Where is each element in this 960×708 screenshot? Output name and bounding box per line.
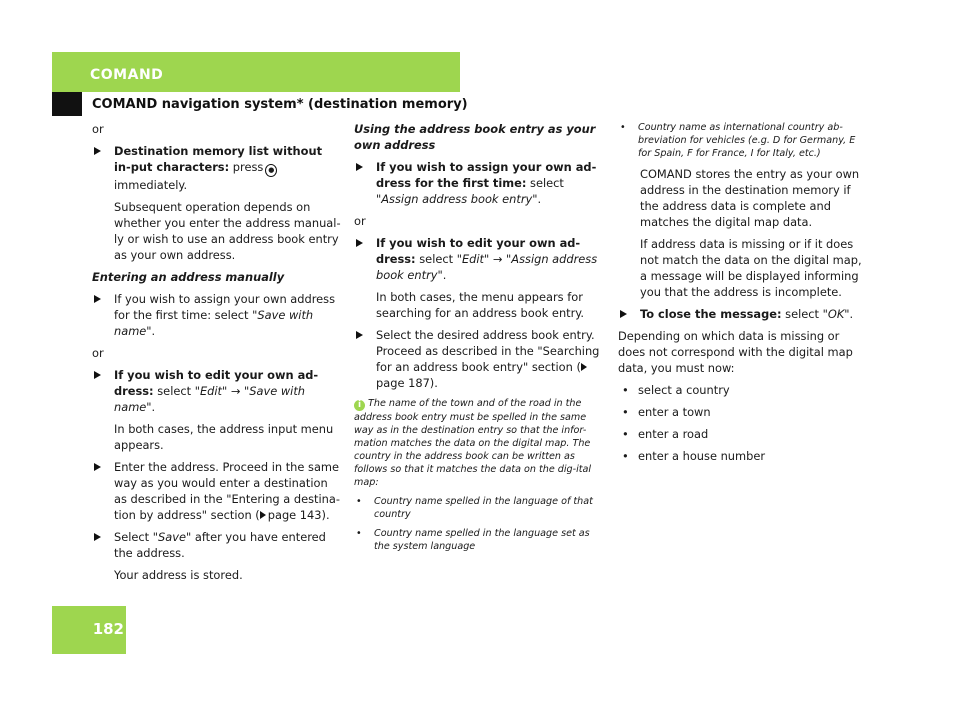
section-heading: Using the address book entry as your own address xyxy=(354,122,596,152)
menu-item-reference: "Save" xyxy=(152,530,192,544)
triangle-arrow-icon xyxy=(94,147,101,155)
step-label: If you wish to assign your own ad-dress for the first time: xyxy=(376,160,597,190)
rotary-push-knob-icon: ● xyxy=(265,164,277,177)
step-text: immediately. xyxy=(114,178,188,192)
note-bullet: • Country name as international country ab-breviation for vehicles (e.g. D for Germany, E for Spain, F for France, I for Italy, etc.) xyxy=(618,121,863,160)
section-title: COMAND xyxy=(90,67,164,83)
step-subtext: Subsequent operation depends on whether you enter the address manual-ly or wish to use an address book entry as your own address. xyxy=(114,200,341,262)
list-item: • enter a house number xyxy=(618,448,863,464)
step-text: select xyxy=(419,252,454,266)
column-1 xyxy=(92,121,342,589)
triangle-arrow-icon xyxy=(356,239,363,247)
step-label: Destination memory list without in-put characters: xyxy=(114,144,323,174)
step-label: If you wish to edit your own ad-dress: xyxy=(376,236,581,266)
list-item: • enter a town xyxy=(618,404,863,420)
menu-item-reference: "Save with name" xyxy=(114,308,314,338)
triangle-arrow-icon xyxy=(356,163,363,171)
step-text: . xyxy=(537,192,542,206)
list-item: • select a country xyxy=(618,382,863,398)
step-text: . xyxy=(151,324,156,338)
page-number: 182 xyxy=(92,620,124,638)
or-text: or xyxy=(92,346,104,360)
step-text: select xyxy=(785,307,819,321)
note-bullet: • Country name spelled in the language set as the system language xyxy=(354,527,604,553)
note-text: The name of the town and of the road in the address book entry must be spelled in the same way as in the destination entry so that the infor-mation matches the data on the digital map. The country in the address book can be written as follows so that it matches the data on the dig-ital map: xyxy=(354,398,592,488)
step-text: select xyxy=(530,176,564,190)
step-edit-book-entry xyxy=(354,235,604,283)
step-text: Select xyxy=(114,530,150,544)
menu-item-reference: "Edit" → "Save with name" xyxy=(114,384,306,414)
menu-item-reference: "Assign address book entry" xyxy=(376,192,538,206)
triangle-arrow-icon xyxy=(94,463,101,471)
step-subtext: Your address is stored. xyxy=(114,568,243,582)
note-bullet: • Country name spelled in the language of that country xyxy=(354,495,604,521)
page-reference: page 187). xyxy=(376,376,438,390)
step-select-entry xyxy=(354,327,604,391)
page-number-tab xyxy=(52,606,126,654)
page-ref-icon xyxy=(260,511,266,519)
step-text: select xyxy=(157,384,192,398)
triangle-arrow-icon xyxy=(356,331,363,339)
step-text: If you wish to assign your own address for the first time: select xyxy=(114,292,336,322)
triangle-arrow-icon xyxy=(94,533,101,541)
step-destination-memory xyxy=(92,143,342,193)
step-text: press xyxy=(232,160,264,174)
header-band xyxy=(52,52,460,92)
info-note xyxy=(354,397,604,489)
step-edit-address xyxy=(92,367,342,415)
menu-item-reference: "Edit" → "Assign address book entry" xyxy=(376,252,598,282)
step-text: after you have entered the address. xyxy=(114,530,326,560)
paragraph: If address data is missing or if it does not match the data on the digital map, a message will be displayed informing you that the address is incomplete. xyxy=(640,237,862,299)
triangle-arrow-icon xyxy=(94,295,101,303)
list-item: • enter a road xyxy=(618,426,863,442)
chapter-tab xyxy=(52,92,82,116)
column-3 xyxy=(618,121,863,470)
step-label: If you wish to edit your own ad-dress: xyxy=(114,368,319,398)
step-assign-address xyxy=(92,291,342,339)
step-label: To close the message: xyxy=(640,307,782,321)
step-save xyxy=(92,529,342,561)
info-icon: i xyxy=(354,400,365,411)
page-reference: page 143). xyxy=(267,508,330,522)
step-text: . xyxy=(442,268,447,282)
column-2 xyxy=(354,121,604,559)
triangle-arrow-icon xyxy=(94,371,101,379)
step-subtext: In both cases, the menu appears for searching for an address book entry. xyxy=(376,290,585,320)
page-ref-icon xyxy=(581,363,587,371)
triangle-arrow-icon xyxy=(620,310,627,318)
or-text: or xyxy=(354,214,366,228)
menu-item-reference: "OK" xyxy=(822,307,850,321)
or-text: or xyxy=(92,122,104,136)
section-heading: Entering an address manually xyxy=(92,270,285,284)
step-subtext: In both cases, the address input menu appears. xyxy=(114,422,334,452)
step-text: . xyxy=(151,400,156,414)
step-close-message xyxy=(618,306,863,322)
step-enter-address xyxy=(92,459,342,523)
paragraph: COMAND stores the entry as your own address in the destination memory if the address data is complete and matches the digital map data. xyxy=(640,167,860,229)
step-text: . xyxy=(849,307,854,321)
page-subtitle: COMAND navigation system* (destination memory) xyxy=(92,97,468,112)
paragraph: Depending on which data is missing or does not correspond with the digital map data, you must now: xyxy=(618,329,853,375)
step-text: Select the desired address book entry. Proceed as described in the "Searching for an address book entry" section ( xyxy=(376,328,600,374)
step-text: Enter the address. Proceed in the same way as you would enter a destination as described in the "Entering a destina-tion by address" section ( xyxy=(114,460,340,522)
step-assign-book-entry xyxy=(354,159,604,207)
